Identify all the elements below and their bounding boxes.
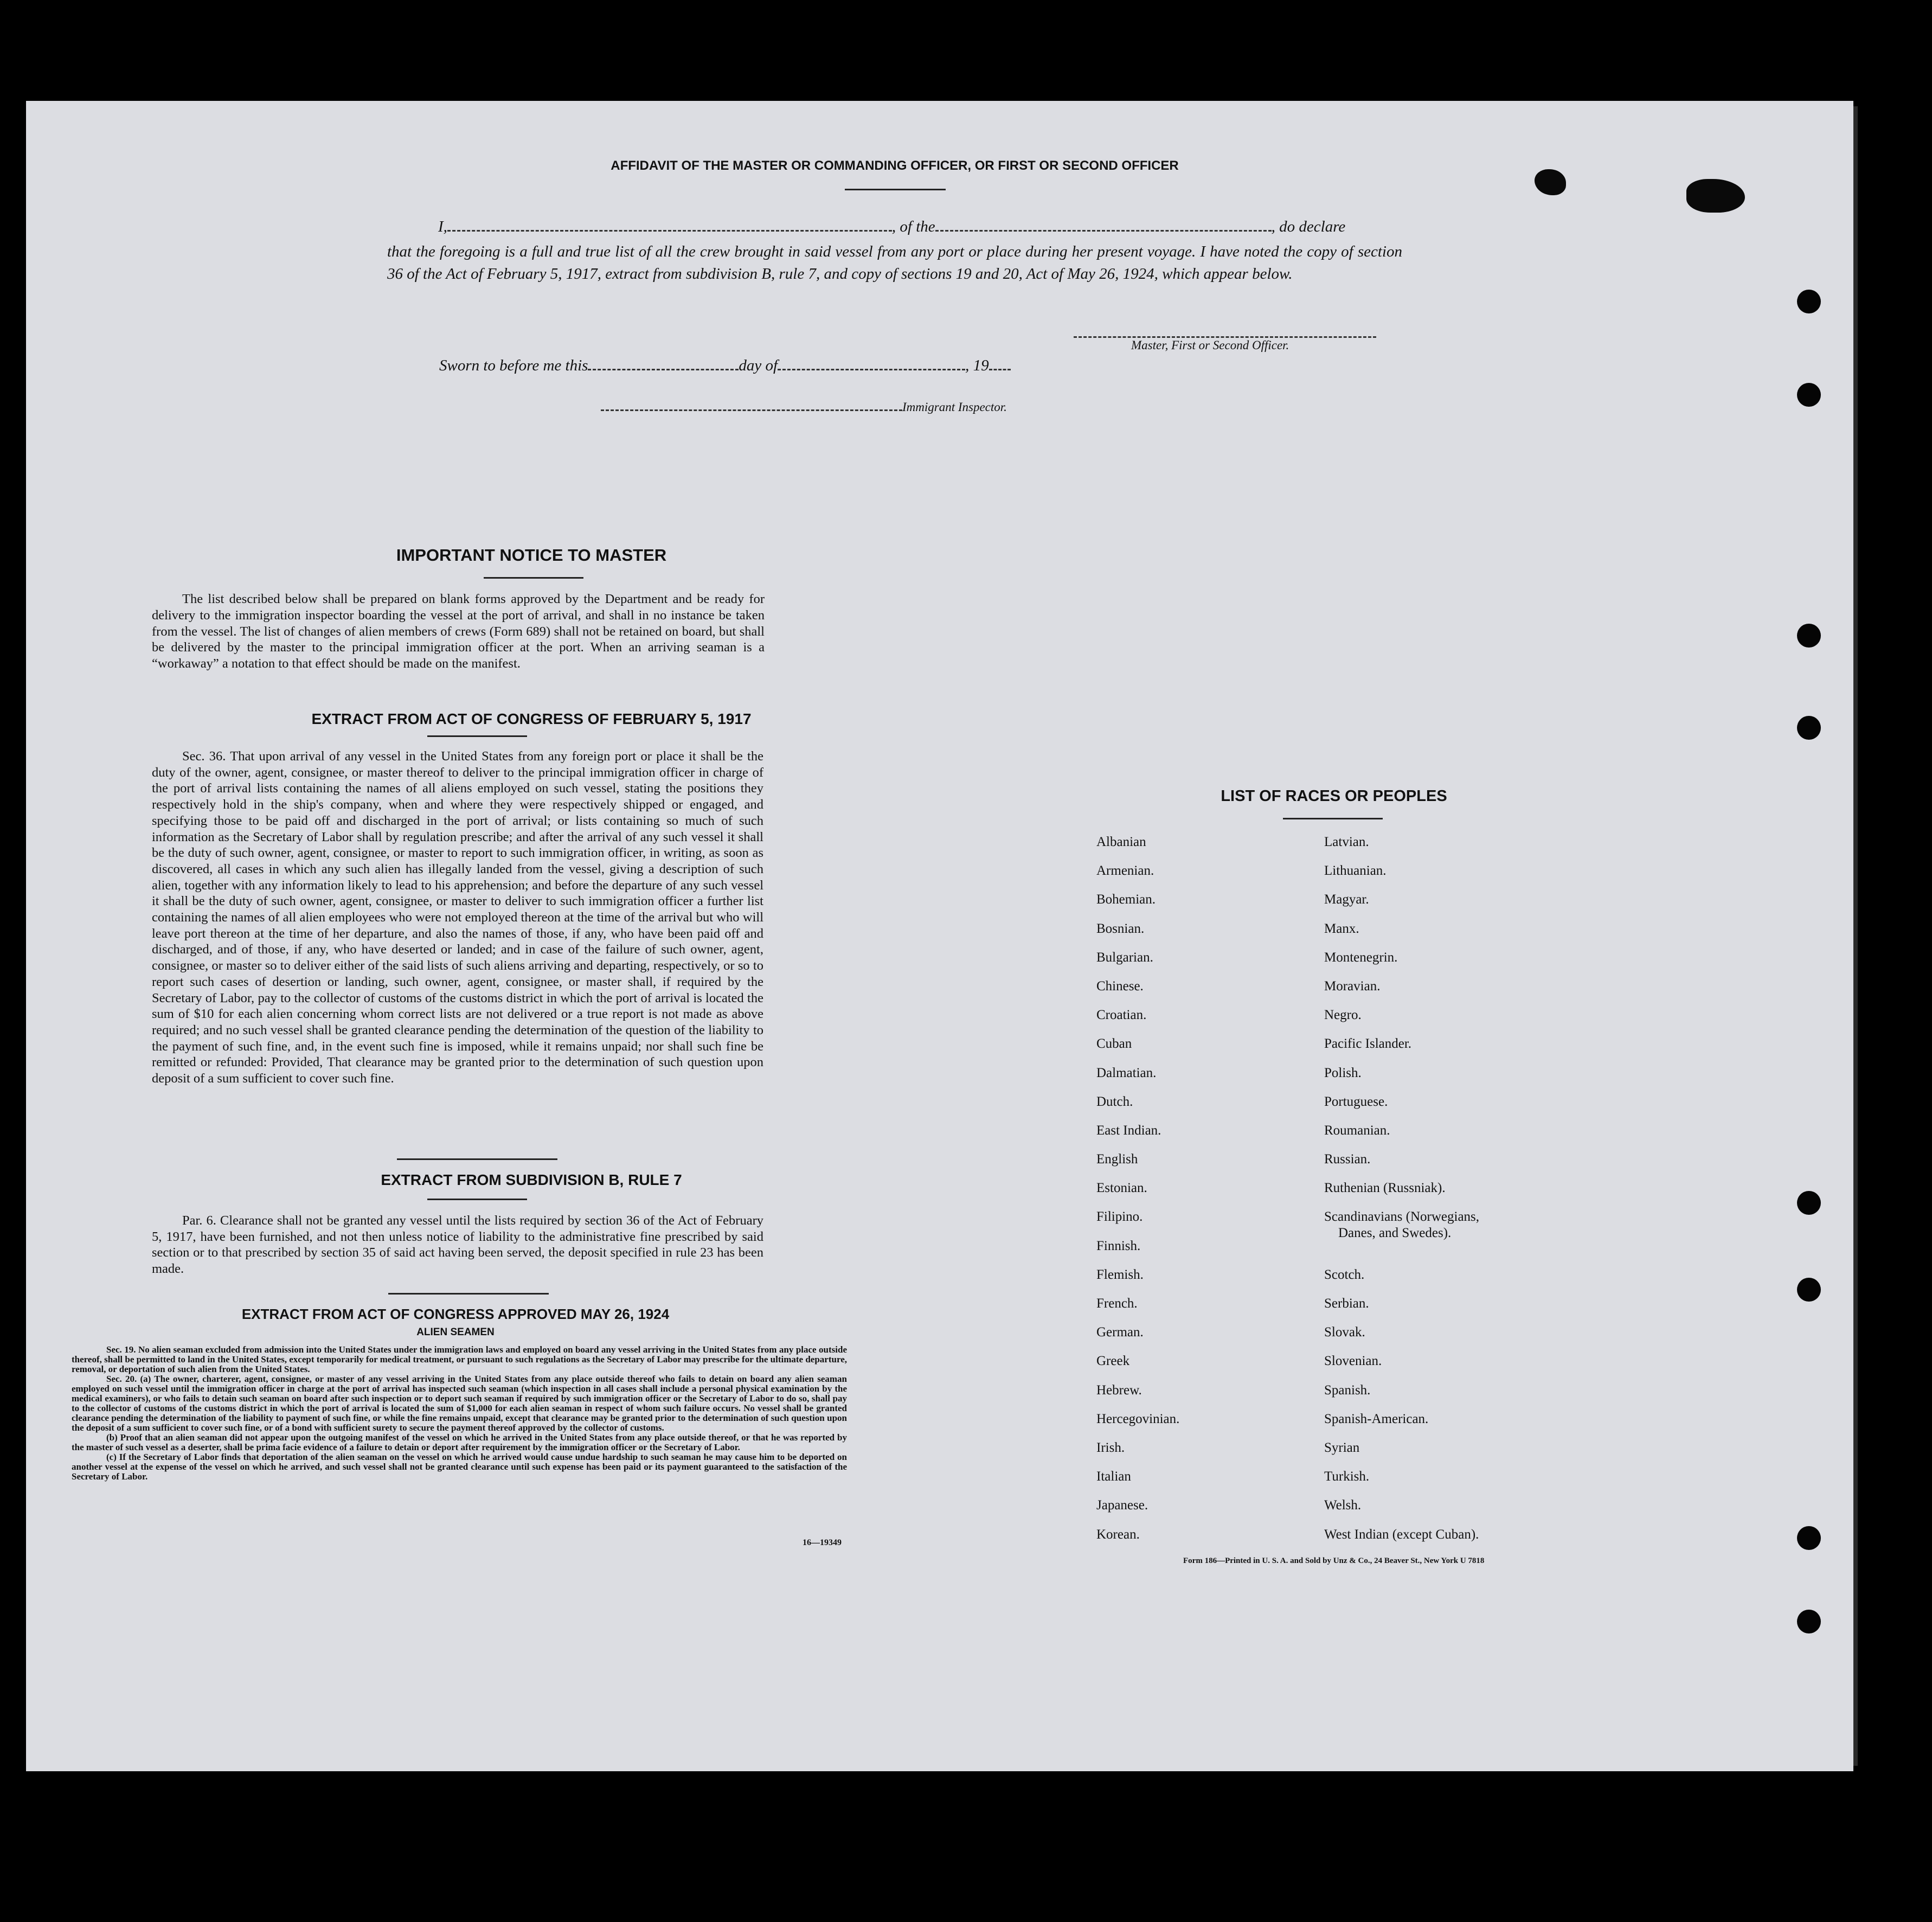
race-item: Slovenian. — [1324, 1354, 1382, 1369]
race-item: Serbian. — [1324, 1296, 1369, 1311]
race-item: Slovak. — [1324, 1325, 1365, 1340]
inspector-signature-blank[interactable] — [601, 409, 902, 411]
affidavit-title: AFFIDAVIT OF THE MASTER OR COMMANDING OFFICER, OR FIRST OR SECOND OFFICER — [611, 158, 1179, 173]
race-item: Greek — [1096, 1354, 1130, 1369]
section-20b: (b) Proof that an alien seaman did not appear upon the outgoing manifest of the vessel on which he arrived in the United States from any place outside thereof, or that he was reported by the master of such vessel as a deserter, shall be prima facie evidence of a failure to detain or deport after requirement by the immigration officer or the Secretary of Labor. — [72, 1432, 847, 1452]
race-item: Armenian. — [1096, 863, 1154, 879]
race-item: Bohemian. — [1096, 892, 1156, 907]
inspector-line — [601, 400, 1007, 414]
race-item: Cuban — [1096, 1036, 1132, 1052]
race-item: Finnish. — [1096, 1238, 1141, 1253]
declaration-start: I, — [438, 218, 447, 235]
declaration-body: that the foregoing is a full and true list of all the crew brought in said vessel from any port or place during her present voyage. I have noted the copy of section 36 of the Act of February 5, 1917, extract from subdivision B, rule 7, and copy of sections 19 and 20, Act of May 26, 1924, which appear below. — [387, 243, 1402, 283]
divider — [484, 577, 583, 579]
extract-1924-subtitle: ALIEN SEAMEN — [416, 1327, 495, 1338]
month-blank[interactable] — [778, 369, 965, 370]
race-item: Ruthenian (Russniak). — [1324, 1181, 1446, 1196]
race-item: Negro. — [1324, 1008, 1362, 1023]
punch-hole — [1797, 383, 1821, 407]
declaration-end: , do declare — [1271, 218, 1346, 235]
notice-title: IMPORTANT NOTICE TO MASTER — [396, 546, 667, 565]
extract-1917-title: EXTRACT FROM ACT OF CONGRESS OF FEBRUARY 5, 1917 — [311, 710, 752, 727]
race-item: Dalmatian. — [1096, 1065, 1157, 1080]
race-item: Hercegovinian. — [1096, 1411, 1180, 1426]
race-item: Lithuanian. — [1324, 863, 1387, 879]
page-edge — [1853, 106, 1858, 1766]
divider — [397, 1158, 557, 1160]
extract-1924-body — [72, 1345, 847, 1482]
race-item: Magyar. — [1324, 892, 1369, 907]
race-item: Flemish. — [1096, 1267, 1144, 1282]
divider — [427, 735, 527, 737]
extract-1917-body: Sec. 36. That upon arrival of any vessel in the United States from any foreign port or place it shall be the duty of the owner, agent, consignee, or master thereof to deliver to the principal immigration officer in charge of the port of arrival lists containing the names of all aliens employed on such vessel, stating the positions they respectively hold in the ship's company, when and where they were respectively shipped or engaged, and specifying those to be paid off and discharged in the port of arrival; or lists containing so much of such information as the Secretary of Labor shall by regulation prescribe; and after the arrival of any such vessel it shall be the duty of such owner, agent, consignee, or master to report to such immigration officer, in writing, as soon as discovered, all cases in which any such alien has illegally landed from the vessel, giving a description of such alien, together with any information likely to lead to his apprehension; and before the departure of any such vessel it shall be the duty of such owner, agent, consignee, or master to deliver to such immigration officer a further list containing the names of all alien employees who were not employed thereon at the time of the arrival but who will leave port thereon at the time of her departure, and also the names of those, if any, who have been paid off and discharged, and of those, if any, who have deserted or landed; and in case of the failure of such owner, agent, consignee, or master so to deliver either of the said lists of such aliens arriving and departing, respectively, or so to report such cases of desertion or landing, such owner, agent, consignee, or master shall, if required by the Secretary of Labor, pay to the collector of customs of the customs district in which the port of arrival is located the sum of $10 for each alien concerning whom correct lists are not delivered or a true report is not made as above required; and no such vessel shall be granted clearance pending the determination of the question of the liability to the payment of such fine, and, in the event such fine is imposed, while it remains unpaid; nor shall such fine be remitted or refunded: Provided, That clearance may be granted prior to the determination of such question upon deposit of a sum sufficient to cover such fine. — [152, 749, 763, 1086]
day-blank[interactable] — [588, 369, 739, 370]
inspector-caption: Immigrant Inspector. — [902, 400, 1007, 414]
extract-1924-title: EXTRACT FROM ACT OF CONGRESS APPROVED MAY 26, 1924 — [241, 1306, 670, 1322]
race-item: Japanese. — [1096, 1498, 1148, 1513]
race-item: Portuguese. — [1324, 1094, 1388, 1109]
race-item: Spanish. — [1324, 1382, 1371, 1398]
race-item: Bosnian. — [1096, 921, 1145, 936]
race-item: Hebrew. — [1096, 1382, 1142, 1398]
sworn-line — [439, 357, 1011, 375]
declaration-line — [438, 218, 1403, 236]
race-item: Spanish-American. — [1324, 1411, 1429, 1426]
year-blank[interactable] — [989, 369, 1011, 370]
race-item: West Indian (except Cuban). — [1324, 1527, 1479, 1542]
punch-hole — [1797, 624, 1821, 648]
section-19: Sec. 19. No alien seaman excluded from admission into the United States under the immigration laws and employed on board any vessel arriving in the United States from any place outside thereof, shall be permitted to land in the United States, except temporarily for medical treatment, or pursuant to such regulations as the Secretary of Labor may prescribe for the ultimate departure, removal, or deportation of such alien from the United States. — [72, 1344, 847, 1374]
race-item: German. — [1096, 1325, 1144, 1340]
race-item: Manx. — [1324, 921, 1359, 936]
race-item: Welsh. — [1324, 1498, 1362, 1513]
race-item: Syrian — [1324, 1440, 1360, 1455]
races-title: LIST OF RACES OR PEOPLES — [1221, 787, 1447, 805]
declaration-mid: , of the — [891, 218, 935, 235]
subdivision-title: EXTRACT FROM SUBDIVISION B, RULE 7 — [381, 1171, 682, 1188]
section-20c: (c) If the Secretary of Labor finds that deportation of the alien seaman on the vessel on which he arrived would cause undue hardship to such seaman he may cause him to be deported on another vessel at the expense of the vessel on which he arrived, and such vessel shall not be granted clearance until such expense has been paid or its payment guaranteed to the satisfaction of the Secretary of Labor. — [72, 1452, 847, 1482]
sworn-year: , 19 — [965, 357, 989, 374]
punch-hole — [1797, 716, 1821, 740]
race-item: Bulgarian. — [1096, 950, 1153, 965]
punch-hole — [1797, 1191, 1821, 1215]
sworn-day: day of — [739, 357, 778, 374]
race-item: Roumanian. — [1324, 1123, 1390, 1138]
race-item: Irish. — [1096, 1440, 1125, 1455]
races-left-column — [1096, 828, 1179, 1549]
name-blank[interactable] — [447, 230, 892, 232]
notice-body: The list described below shall be prepared on blank forms approved by the Department and be ready for delivery to the immigration inspector boarding the vessel at the port of arrival, and shall in no instance be taken from the vessel. The list of changes of alien members of crews (Form 689) shall not be retained on board, but shall be delivered by the master to the principal immigration officer at the port. When an arriving seaman is a “workaway” a notation to that effect should be made on the manifest. — [152, 592, 765, 671]
divider — [1283, 818, 1383, 819]
divider — [845, 189, 946, 190]
race-item: Polish. — [1324, 1065, 1362, 1080]
punch-hole — [1797, 1610, 1821, 1633]
form-code: 16—19349 — [803, 1538, 842, 1547]
race-item: French. — [1096, 1296, 1138, 1311]
races-right-column — [1324, 828, 1479, 1549]
master-signature-blank[interactable] — [1074, 336, 1376, 338]
master-caption: Master, First or Second Officer. — [1131, 338, 1289, 352]
divider — [427, 1199, 527, 1200]
race-item: Latvian. — [1324, 835, 1369, 849]
race-item: Moravian. — [1324, 978, 1381, 994]
race-item: Italian — [1096, 1469, 1131, 1484]
subdivision-body: Par. 6. Clearance shall not be granted any vessel until the lists required by section 36 of the Act of February 5, 1917, have been furnished, and not then unless notice of liability to the administrative fine prescribed by said section or to that prescribed by section 35 of said act having been served, the deposit specified in rule 23 has been made. — [152, 1213, 763, 1277]
race-item: Russian. — [1324, 1152, 1371, 1167]
race-item: Scotch. — [1324, 1267, 1365, 1282]
punch-hole — [1797, 290, 1821, 313]
race-item: Pacific Islander. — [1324, 1036, 1412, 1052]
race-item: Croatian. — [1096, 1008, 1147, 1023]
punch-hole — [1797, 1278, 1821, 1302]
race-item: Dutch. — [1096, 1094, 1133, 1109]
divider — [388, 1293, 549, 1295]
race-item: East Indian. — [1096, 1123, 1161, 1138]
sworn-prefix: Sworn to before me this — [439, 357, 588, 374]
race-item: Scandinavians (Norwegians, — [1324, 1209, 1480, 1225]
race-item: Filipino. — [1096, 1209, 1143, 1225]
race-item: Estonian. — [1096, 1181, 1147, 1196]
vessel-blank[interactable] — [935, 230, 1272, 232]
race-item: Chinese. — [1096, 978, 1144, 994]
race-item: Korean. — [1096, 1527, 1140, 1542]
race-item: Turkish. — [1324, 1469, 1370, 1484]
race-item: Montenegrin. — [1324, 950, 1398, 965]
printer-imprint: Form 186—Printed in U. S. A. and Sold by Unz & Co., 24 Beaver St., New York U 7818 — [1183, 1556, 1485, 1565]
race-item: Danes, and Swedes). — [1338, 1226, 1452, 1241]
section-20a: Sec. 20. (a) The owner, charterer, agent, consignee, or master of any vessel arriving in the United States from any place outside thereof who fails to detain on board any alien seaman employed on such vessel until the immigration officer in charge at the port of arrival has inspected such seaman (which inspection in all cases shall include a personal physical examination by the medical examiners), or who fails to detain such seaman on board after such inspection or to deport such seaman if required by such immigration officer or the Secretary of Labor to do so, shall pay to the collector of customs of the customs district in which the port of arrival is located the sum of $1,000 for each alien seaman in respect of whom such failure occurs. No vessel shall be granted clearance pending the determination of the liability to payment of such fine, or while the fine remains unpaid, except that clearance may be granted prior to the determination of such question upon the deposit of a sum sufficient to cover such fine, or of a bond with sufficient surety to secure the payment thereof approved by the collector of customs. — [72, 1374, 847, 1433]
punch-hole — [1797, 1526, 1821, 1550]
race-item: English — [1096, 1152, 1138, 1167]
race-item: Albanian — [1096, 835, 1146, 849]
